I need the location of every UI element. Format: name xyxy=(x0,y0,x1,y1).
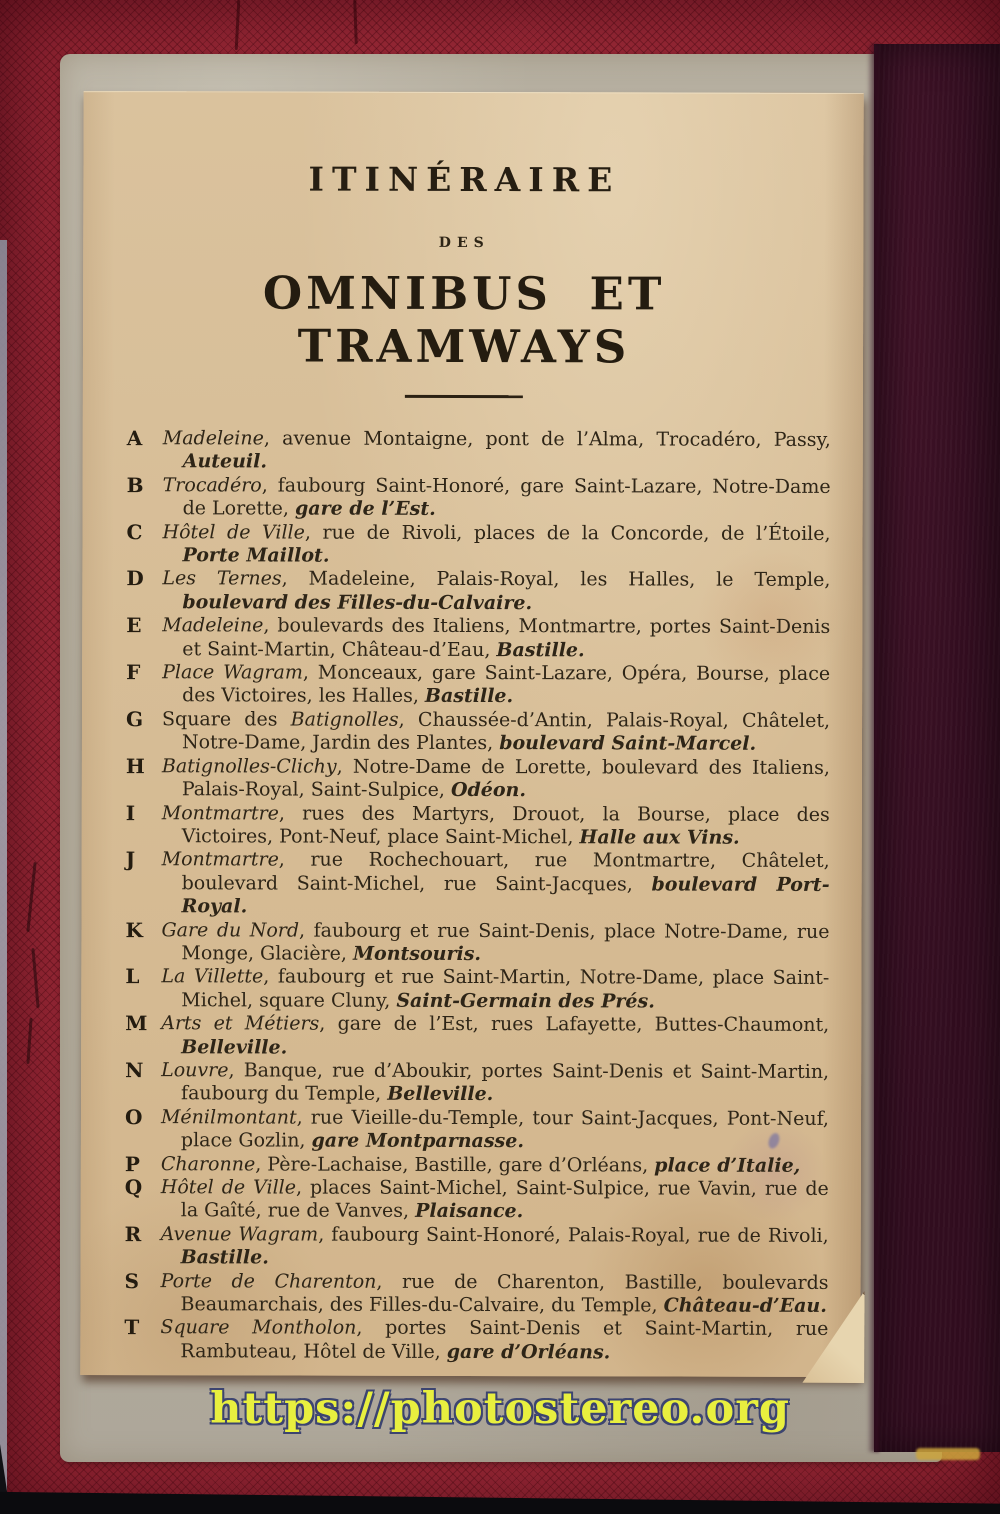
route-text xyxy=(162,568,830,617)
route-segment: Gare du Nord xyxy=(161,918,300,942)
route-letter: P xyxy=(124,1151,141,1176)
route-segment: Château-d’Eau. xyxy=(663,1294,827,1317)
route-segment: Hôtel de Ville xyxy=(162,520,305,544)
route-segment: Hôtel de Ville xyxy=(160,1176,297,1199)
route-item xyxy=(126,521,830,570)
route-segment: Square Montholon xyxy=(160,1316,357,1340)
route-segment: Belleville. xyxy=(181,1035,288,1059)
route-text xyxy=(162,802,830,851)
route-letter: B xyxy=(126,472,145,497)
route-segment: Ménilmontant xyxy=(160,1105,297,1129)
route-segment: , rue de Rivoli, places de la Concorde, de l’Étoile, xyxy=(304,521,831,545)
route-segment: Bastille. xyxy=(180,1246,269,1269)
itinerary-page xyxy=(80,91,863,1377)
route-item xyxy=(124,1270,828,1319)
route-letter: H xyxy=(125,753,146,778)
route-item xyxy=(126,661,830,710)
worn-gilt-patch xyxy=(916,1448,980,1460)
route-segment: , gare de l’Est, rues Lafayette, Buttes-Chaumont, xyxy=(319,1012,830,1037)
route-segment: , portes Saint-Denis et Saint-Martin, rue Rambuteau, Hôtel de Ville, xyxy=(180,1317,829,1363)
route-item xyxy=(126,848,830,920)
route-text xyxy=(161,966,829,1015)
route-segment: , faubourg Saint-Honoré, Palais-Royal, rue de Rivoli, xyxy=(318,1223,829,1247)
route-segment: , rue Rochechouart, rue Montmartre, Châtelet, boulevard Saint-Michel, rue Saint-Jacques, xyxy=(181,848,830,896)
route-item xyxy=(125,919,829,968)
page-title-main: OMNIBUS ET TRAMWAYS xyxy=(262,266,666,374)
route-letter: T xyxy=(124,1315,141,1340)
route-letter: Q xyxy=(124,1175,144,1200)
route-text xyxy=(162,614,830,663)
route-item xyxy=(125,1223,829,1272)
route-segment: Odéon. xyxy=(450,779,527,802)
route-letter: N xyxy=(125,1058,145,1083)
route-letter: F xyxy=(126,660,142,685)
route-segment: Square des xyxy=(162,708,291,731)
route-segment: Plaisance. xyxy=(415,1200,524,1223)
route-text xyxy=(161,1012,829,1061)
route-segment: , boulevards des Italiens, Montmartre, portes Saint-Denis et Saint-Martin, Château-d’Eau, xyxy=(182,614,831,661)
route-segment: boulevard des Filles-du-Calvaire. xyxy=(182,591,533,615)
route-segment: , faubourg et rue Saint-Denis, place Notre-Dame, rue Monge, Glacière, xyxy=(181,919,830,965)
route-segment: , Chaussée-d’Antin, Palais-Royal, Châtelet, Notre-Dame, Jardin des Plantes, xyxy=(181,708,831,755)
route-item xyxy=(126,614,830,663)
route-text xyxy=(162,661,830,710)
route-segment: Montsouris. xyxy=(352,942,482,965)
route-segment: , avenue Montaigne, pont de l’Alma, Trocadéro, Passy, xyxy=(263,427,831,451)
route-letter: C xyxy=(126,519,144,544)
route-segment: Batignolles xyxy=(290,708,399,731)
route-segment: , Monceaux, gare Saint-Lazare, Opéra, Bourse, place des Victoires, les Halles, xyxy=(182,661,831,708)
route-text xyxy=(160,1317,828,1366)
page-subtitle-des: DES xyxy=(438,234,490,252)
route-text xyxy=(162,849,830,921)
route-segment: Place Wagram xyxy=(162,661,303,684)
route-item xyxy=(126,755,830,804)
scan-edge-sliver xyxy=(0,240,7,1495)
route-letter: J xyxy=(125,847,137,872)
route-segment: Batignolles-Clichy xyxy=(161,754,337,778)
route-text xyxy=(162,521,830,570)
route-letter: O xyxy=(124,1104,144,1129)
route-text xyxy=(161,1106,829,1155)
route-letter: M xyxy=(125,1011,149,1036)
route-segment: Les Ternes xyxy=(162,567,282,590)
route-segment: gare de l’Est. xyxy=(294,497,436,521)
route-segment: Charonne xyxy=(160,1152,256,1176)
route-segment: , places Saint-Michel, Saint-Sulpice, rue Vavin, rue de la Gaîté, rue de Vanves, xyxy=(180,1176,829,1223)
route-segment: Porte Maillot. xyxy=(182,544,330,567)
route-segment: Bastille. xyxy=(424,685,514,708)
route-segment: Montmartre xyxy=(161,801,279,824)
route-letter: L xyxy=(125,964,141,989)
route-item xyxy=(125,1153,829,1178)
route-segment: La Villette xyxy=(161,965,264,988)
route-segment: , faubourg et rue Saint-Martin, Notre-Dame, place Saint-Michel, square Cluny, xyxy=(181,965,830,1012)
route-letter: E xyxy=(126,613,143,638)
velvet-spine-strip xyxy=(874,44,1000,1452)
route-segment: Louvre xyxy=(161,1059,229,1082)
route-segment: Porte de Charenton xyxy=(160,1269,377,1293)
route-item xyxy=(126,568,830,617)
route-text xyxy=(163,474,831,523)
route-letter: R xyxy=(124,1221,143,1246)
route-text xyxy=(161,1223,829,1272)
route-text xyxy=(161,1153,829,1178)
route-text xyxy=(162,755,830,804)
route-segment: , Madeleine, Palais-Royal, les Halles, le Temple, xyxy=(281,567,831,592)
route-segment: Belleville. xyxy=(387,1083,494,1106)
route-segment: Montmartre xyxy=(161,848,279,871)
route-letter: I xyxy=(125,800,137,825)
route-item xyxy=(125,1176,829,1225)
route-segment: Trocadéro xyxy=(162,474,262,497)
route-item xyxy=(126,802,830,851)
route-segment: Saint-Germain des Prés. xyxy=(396,989,655,1013)
route-segment: , faubourg Saint-Honoré, gare Saint-Lazare, Notre-Dame de Lorette, xyxy=(182,474,831,520)
route-item xyxy=(127,427,831,476)
route-text xyxy=(163,427,831,476)
route-text xyxy=(161,919,829,968)
route-letter: K xyxy=(125,917,144,942)
page-title: ITINÉRAIRE xyxy=(308,159,621,200)
route-segment: , Banque, rue d’Aboukir, portes Saint-Denis et Saint-Martin, faubourg du Temple, xyxy=(181,1059,830,1106)
route-letter: G xyxy=(126,706,145,732)
route-segment: Bastille. xyxy=(496,638,585,661)
route-letter: D xyxy=(126,566,145,591)
route-segment: Halle aux Vins. xyxy=(579,826,740,849)
route-letter: S xyxy=(124,1268,141,1293)
route-segment: boulevard Saint-Marcel. xyxy=(499,732,757,756)
route-text xyxy=(161,1176,829,1225)
route-segment: , Père-Lachaise, Bastille, gare d’Orléans, xyxy=(255,1153,655,1177)
route-text xyxy=(160,1270,828,1319)
title-divider-rule xyxy=(405,395,523,398)
watermark-url: https://photostereo.org xyxy=(210,1384,790,1434)
route-segment: place d’Italie, xyxy=(654,1154,801,1177)
route-segment: gare Montparnasse. xyxy=(311,1129,524,1153)
route-segment: boulevard Port-Royal. xyxy=(181,873,830,918)
route-segment: , Notre-Dame de Lorette, boulevard des Italiens, Palais-Royal, Saint-Sulpice, xyxy=(181,755,830,802)
route-segment: Arts et Métiers xyxy=(161,1012,320,1035)
route-item xyxy=(125,1059,829,1108)
route-segment: Avenue Wagram xyxy=(160,1222,319,1246)
route-segment: gare d’Orléans. xyxy=(446,1340,611,1364)
route-item xyxy=(125,1106,829,1155)
route-item xyxy=(127,474,831,523)
route-item xyxy=(124,1317,828,1366)
route-segment: , rue Vieille-du-Temple, tour Saint-Jacques, Pont-Neuf, place Gozlin, xyxy=(180,1106,830,1152)
route-segment: , rues des Martyrs, Drouot, la Bourse, place des Victoires, Pont-Neuf, place Saint-Michel, xyxy=(181,801,830,849)
route-item xyxy=(125,965,829,1014)
route-segment: , rue de Charenton, Bastille, boulevards Beaumarchais, des Filles-du-Calvaire, du Temple, xyxy=(180,1270,829,1317)
route-item xyxy=(125,1012,829,1061)
route-text xyxy=(161,1059,829,1108)
route-segment: Auteuil. xyxy=(182,450,268,473)
route-text xyxy=(162,708,830,757)
route-segment: Madeleine xyxy=(162,427,264,450)
route-list xyxy=(124,427,830,1365)
route-item xyxy=(126,708,830,757)
route-segment: Madeleine xyxy=(162,614,264,637)
route-letter: A xyxy=(126,426,144,451)
